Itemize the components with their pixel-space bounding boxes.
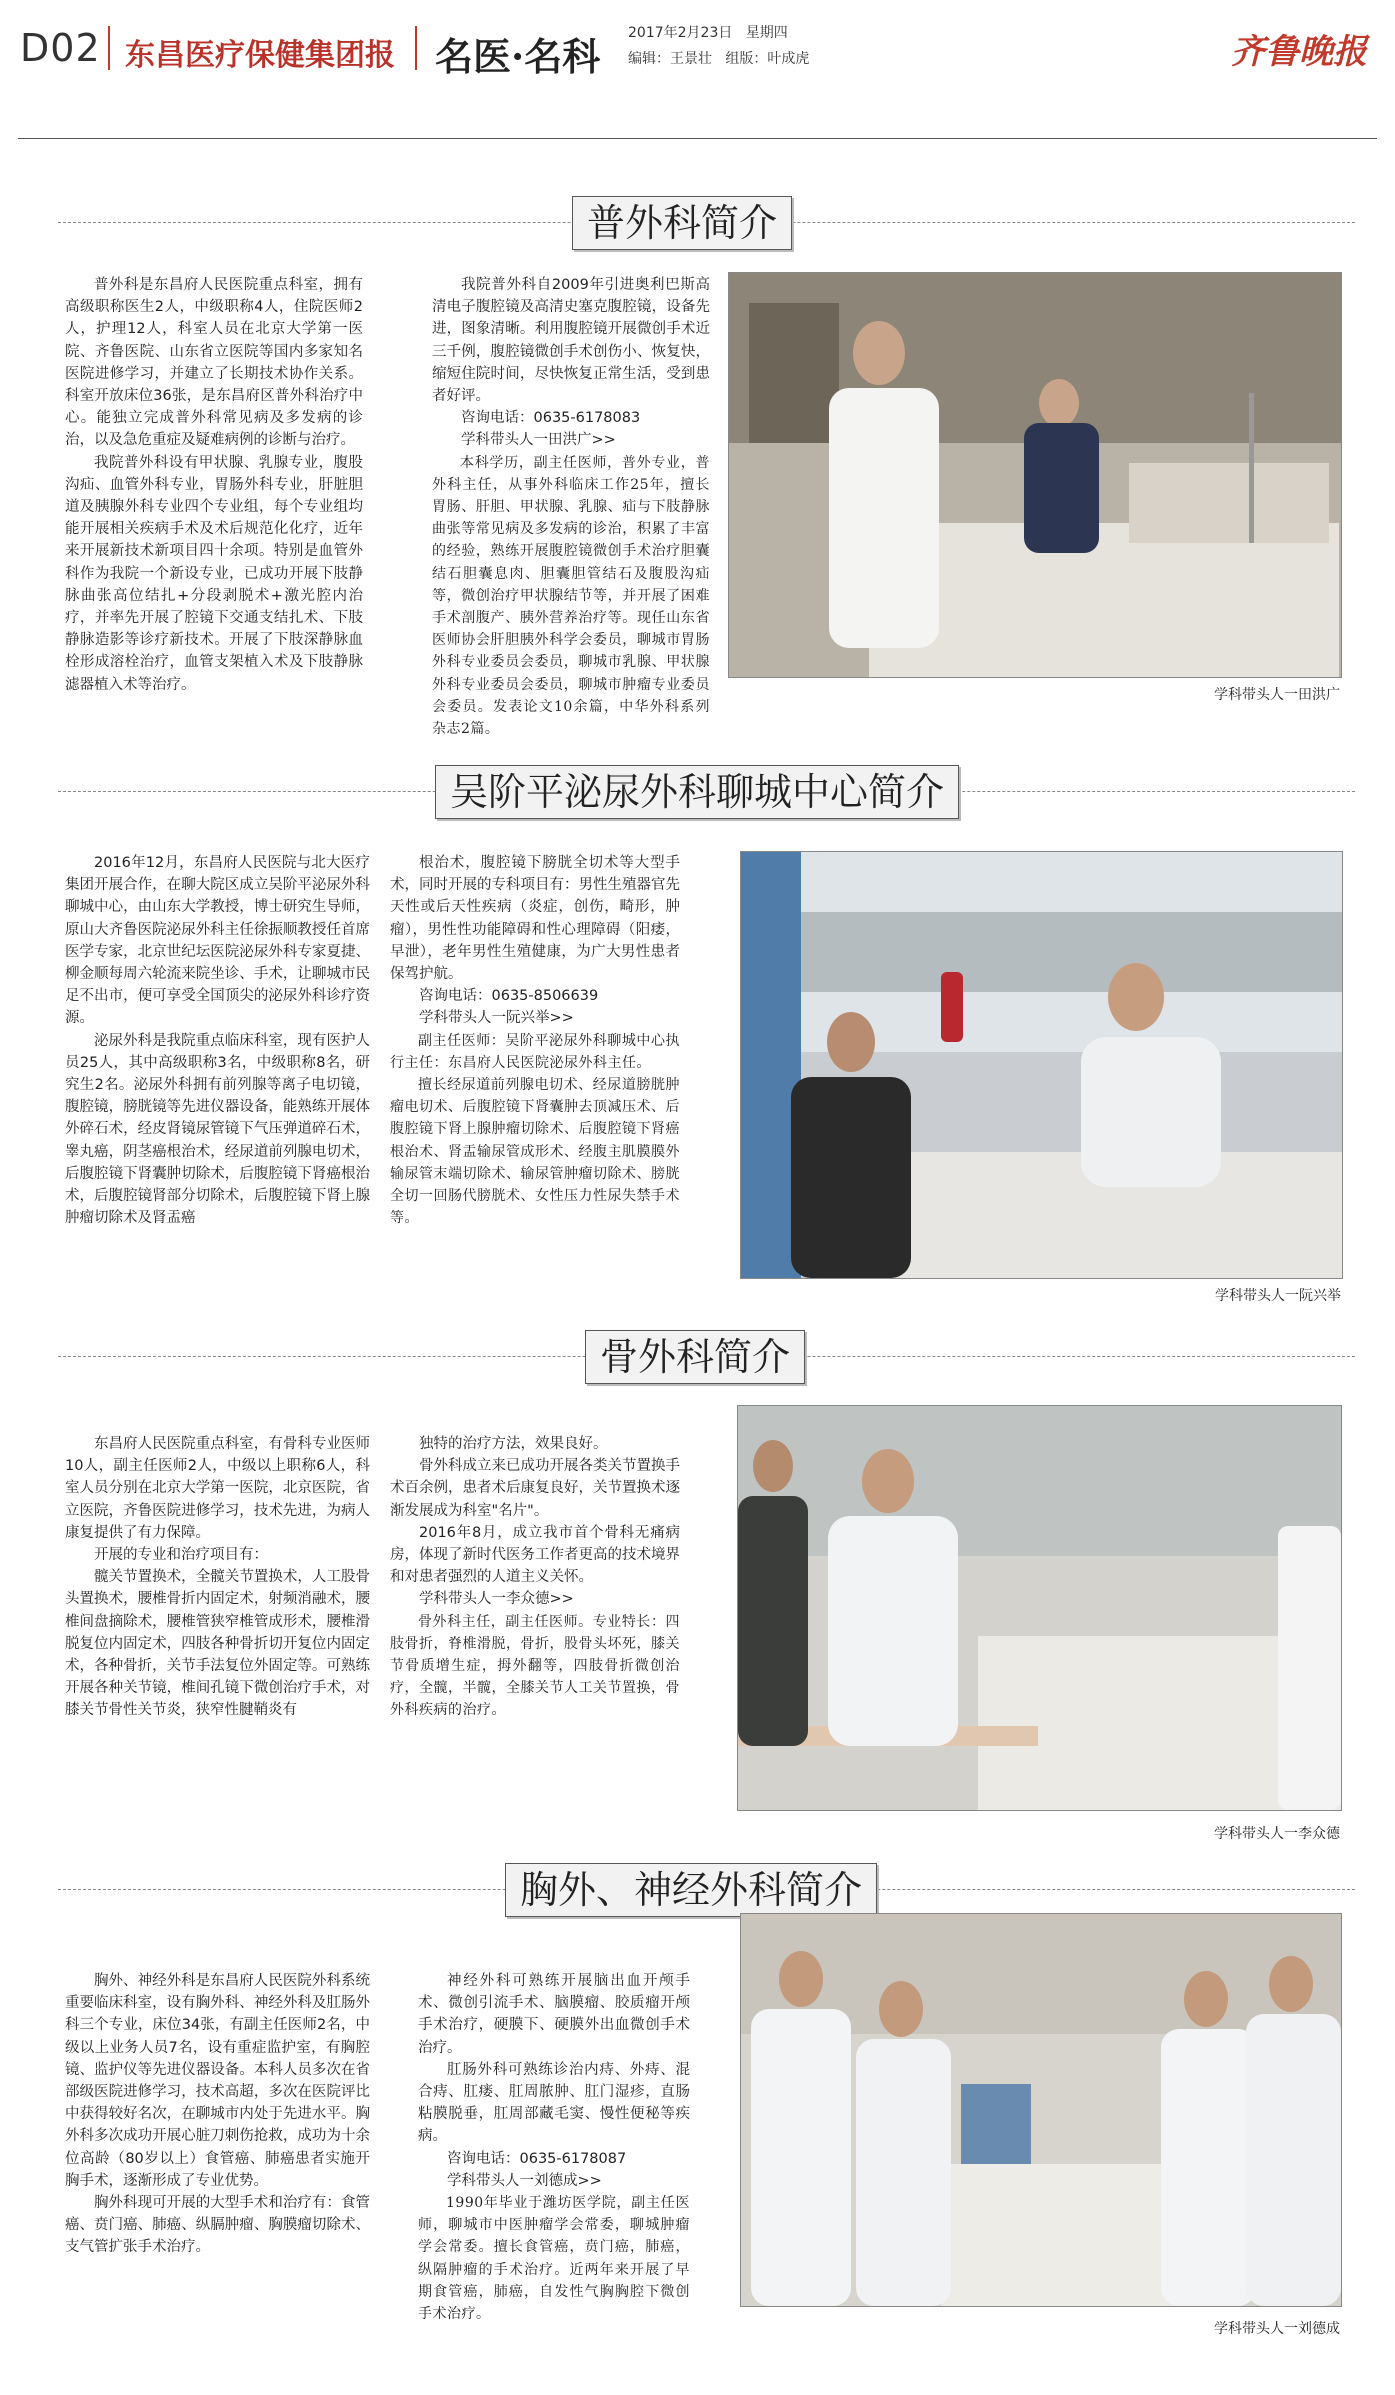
article-column: 普外科是东昌府人民医院重点科室，拥有高级职称医生2人，中级职称4人，住院医师2人，护理12人，科室人员在北京大学第一医院、齐鲁医院、山东省立医院等国内多家知名医院进修学习，并建立了长期技术协作关系。科室开放床位36张，是东昌府区普外科治疗中心。能独立完成普外科常见病及多发病的诊治，以及急危重症及疑难病例的诊断与治疗。 我院普外科设有甲状腺、乳腺专业，腹股沟疝、血管外科专业，胃肠外科专业，肝脏胆道及胰腺外科专业四个专业组，每个专业组均能开展相关疾病手术及术后规范化化疗，近年来开展新技术新项目四十余项。特别是血管外科作为我院一个新设专业，已成功开展下肢静脉曲张高位结扎+分段剥脱术+激光腔内治疗，并率先开展了腔镜下交通支结扎术、下肢静脉造影等诊疗新技术。开展了下肢深静脉血栓形成溶栓治疗，血管支架植入术及下肢静脉滤器植入术等治疗。 — [65, 277, 363, 693]
leader-heading: 学科带头人一刘德成>> — [447, 2172, 602, 2189]
newspaper-logo: 齐鲁晚报 — [1231, 32, 1367, 72]
article-column: 2016年12月，东昌府人民医院与北大医疗集团开展合作，在聊大院区成立吴阶平泌尿外科聊城中心，由山东大学教授，博士研究生导师，原山大齐鲁医院泌尿外科主任徐振顺教授任首席医学专家，北京世纪坛医院泌尿外科专家夏捷、柳金顺每周六轮流来院坐诊、手术，让聊城市民足不出市，便可享受全国顶尖的泌尿外科诊疗资源。 泌尿外科是我院重点临床科室，现有医护人员25人，其中高级职称3名，中级职称8名，研究生2名。泌尿外科拥有前列腺等离子电切镜，腹腔镜，膀胱镜等先进仪器设备，能熟练开展体外碎石术，经皮肾镜尿管镜下气压弹道碎石术，睾丸癌，阴茎癌根治术，经尿道前列腺电切术，后腹腔镜下肾囊肿切除术，后腹腔镜下肾癌根治术，后腹腔镜肾部分切除术，后腹腔镜下肾上腺肿瘤切除术及肾盂癌 — [65, 855, 370, 1227]
section-title: 普外科简介 — [572, 196, 792, 250]
leader-bio: 本科学历，副主任医师，普外专业，普外科主任，从事外科临床工作25年，擅长胃肠、肝胆、甲状腺、乳腺、疝与下肢静脉曲张等常见病及多发病的诊治，积累了丰富的经验，熟练开展腹腔镜微创手术治疗胆囊结石胆囊息肉、胆囊胆管结石及腹股沟疝等，微创治疗甲状腺结节等，并开展了困难手术剖腹产、胰外营养治疗等。现任山东省医师协会肝胆胰外科学会委员，聊城市胃肠外科专业委员会委员，聊城市乳腺、甲状腺外科专业委员会委员，聊城市肿瘤专业委员会委员。发表论文10余篇，中华外科系列杂志2篇。 — [432, 454, 710, 738]
masthead-editors: 编辑：王景壮 组版：叶成虎 — [628, 51, 810, 67]
section-title: 骨外科简介 — [585, 1330, 805, 1384]
phone-number: 咨询电话：0635-8506639 — [419, 988, 599, 1005]
leader-bio: 骨外科主任，副主任医师。专业特长：四肢骨折，脊椎滑脱，骨折，股骨头坏死，膝关节骨质增生症，拇外翻等，四肢骨折微创治疗，全髋，半髋，全膝关节人工关节置换，骨外科疾病的治疗。 — [390, 1613, 680, 1719]
article-column: 独特的治疗方法，效果良好。 骨外科成立来已成功开展各类关节置换手术百余例，患者术后康复良好，关节置换术逐渐发展成为科室"名片"。 2016年8月，成立我市首个骨科无痛病房，体现了新时代医务工作者更高的技术境界和对患者强烈的人道主义关怀。 学科带头人一李众德>> 骨外科主任，副主任医师。专业特长：四肢骨折，脊椎滑脱，骨折，股骨头坏死，膝关节骨质增生症，拇外翻等，四肢骨折微创治疗，全髋，半髋，全膝关节人工关节置换，骨外科疾病的治疗。 — [390, 1433, 680, 1783]
article-column: 胸外、神经外科是东昌府人民医院外科系统重要临床科室，设有胸外科、神经外科及肛肠外科三个专业，床位34张，有副主任医师2名，中级以上业务人员7名，设有重症监护室，有胸腔镜、监护仪等先进仪器设备。本科人员多次在省部级医院进修学习，技术高超，多次在医院评比中获得较好名次，在聊城市内处于先进水平。胸外科多次成功开展心脏刀刺伤抢救，成功为十余位高龄（80岁以上）食管癌、肺癌患者实施开胸手术，逐渐形成了专业优势。 胸外科现可开展的大型手术和治疗有：食管癌、贲门癌、肺癌、纵膈肿瘤、胸膜瘤切除术、支气管扩张手术治疗。 — [65, 1973, 370, 2256]
article-column: 根治术，腹腔镜下膀胱全切术等大型手术，同时开展的专科项目有：男性生殖器官先天性或后天性疾病（炎症，创伤，畸形，肿瘤），男性性功能障碍和性心理障碍（阳痿，早泄），老年男性生殖健康，为广大男性患者保驾护航。 咨询电话：0635-8506639 学科带头人一阮兴举>> 副主任医师：吴阶平泌尿外科聊城中心执行主任：东昌府人民医院泌尿外科主任。 擅长经尿道前列腺电切术、经尿道膀胱肿瘤电切术、后腹腔镜下肾囊肿去顶减压术、后腹腔镜下肾上腺肿瘤切除术、后腹腔镜下肾癌根治术、肾盂输尿管成形术、经腹主肌膜膜外输尿管末端切除术、输尿管肿瘤切除术、膀胱全切一回肠代膀胱术、女性压力性尿失禁手术等。 — [390, 852, 680, 1272]
photo-caption: 学科带头人一李众德 — [1214, 1826, 1340, 1842]
phone-number: 咨询电话：0635-6178083 — [461, 410, 641, 427]
photo-caption: 学科带头人一刘德成 — [1214, 2321, 1340, 2337]
article-column: 东昌府人民医院重点科室，有骨科专业医师10人，副主任医师2人，中级以上职称6人，科室人员分别在北京大学第一医院，北京医院，省立医院，齐鲁医院进修学习，技术先进，为病人康复提供了有力保障。 开展的专业和治疗项目有： 髋关节置换术，全髋关节置换术，人工股骨头置换术，腰椎骨折内固定术，射频消融术，腰椎间盘摘除术，腰椎管狭窄椎管成形术，腰椎滑脱复位内固定术，四肢各种骨折切开复位内固定术，各种骨折，关节手法复位外固定等。可熟练开展各种关节镜，椎间孔镜下微创治疗手术，对膝关节骨性关节炎，狭窄性腱鞘炎有 — [65, 1436, 370, 1719]
leader-heading: 学科带头人一李众德>> — [419, 1591, 574, 1608]
department-photo — [737, 1405, 1342, 1811]
section-title: 吴阶平泌尿外科聊城中心简介 — [435, 765, 959, 819]
leader-heading: 学科带头人一田洪广>> — [461, 432, 616, 449]
masthead-divider — [415, 26, 417, 70]
photo-caption: 学科带头人一阮兴举 — [1215, 1288, 1341, 1304]
department-photo — [728, 272, 1342, 678]
leader-bio: 擅长经尿道前列腺电切术、经尿道膀胱肿瘤电切术、后腹腔镜下肾囊肿去顶减压术、后腹腔镜下肾上腺肿瘤切除术、后腹腔镜下肾癌根治术、肾盂输尿管成形术、经腹主肌膜膜外输尿管末端切除术、输尿管肿瘤切除术、膀胱全切一回肠代膀胱术、女性压力性尿失禁手术等。 — [390, 1077, 680, 1227]
article-column: 神经外科可熟练开展脑出血开颅手术、微创引流手术、脑膜瘤、胶质瘤开颅手术治疗，硬膜下、硬膜外出血微创手术治疗。 肛肠外科可熟练诊治内痔、外痔、混合痔、肛瘘、肛周脓肿、肛门湿疹，直肠粘膜脱垂，肛周部藏毛窦、慢性便秘等疾病。 咨询电话：0635-6178087 学科带头人一刘德成>> 1990年毕业于潍坊医学院，副主任医师，聊城市中医肿瘤学会常委，聊城肿瘤学会常委。擅长食管癌，贲门癌，肺癌，纵隔肿瘤的手术治疗。近两年来开展了早期食管癌，肺癌，自发性气胸胸腔下微创手术治疗。 — [418, 1970, 690, 2300]
paper-name: 东昌医疗保健集团报 — [125, 38, 395, 73]
department-photo — [740, 851, 1343, 1279]
page-number: D02 — [20, 26, 101, 70]
masthead-rule — [18, 138, 1377, 139]
masthead-divider — [108, 26, 110, 70]
section-name: 名医·名科 — [435, 34, 601, 79]
masthead-date: 2017年2月23日 星期四 — [628, 25, 788, 41]
department-photo — [740, 1913, 1342, 2307]
leader-bio: 1990年毕业于潍坊医学院，副主任医师，聊城市中医肿瘤学会常委，聊城肿瘤学会常委。擅长食管癌，贲门癌，肺癌，纵隔肿瘤的手术治疗。近两年来开展了早期食管癌，肺癌，自发性气胸胸腔下微创手术治疗。 — [418, 2195, 690, 2323]
leader-intro: 副主任医师：吴阶平泌尿外科聊城中心执行主任：东昌府人民医院泌尿外科主任。 — [390, 1032, 680, 1071]
phone-number: 咨询电话：0635-6178087 — [447, 2150, 627, 2167]
section-title: 胸外、神经外科简介 — [505, 1863, 877, 1917]
article-column: 我院普外科自2009年引进奥利巴斯高清电子腹腔镜及高清史塞克腹腔镜，设备先进，图象清晰。利用腹腔镜开展微创手术近三千例，腹腔镜微创手术创伤小、恢复快，缩短住院时间，尽快恢复正常生活，受到患者好评。 咨询电话：0635-6178083 学科带头人一田洪广>> 本科学历，副主任医师，普外专业，普外科主任，从事外科临床工作25年，擅长胃肠、肝胆、甲状腺、乳腺、疝与下肢静脉曲张等常见病及多发病的诊治，积累了丰富的经验，熟练开展腹腔镜微创手术治疗胆囊结石胆囊息肉、胆囊胆管结石及腹股沟疝等，微创治疗甲状腺结节等，并开展了困难手术剖腹产、胰外营养治疗等。现任山东省医师协会肝胆胰外科学会委员，聊城市胃肠外科专业委员会委员，聊城市乳腺、甲状腺外科专业委员会委员，聊城市肿瘤专业委员会委员。发表论文10余篇，中华外科系列杂志2篇。 — [432, 274, 710, 734]
leader-heading: 学科带头人一阮兴举>> — [419, 1010, 574, 1027]
photo-caption: 学科带头人一田洪广 — [1214, 687, 1340, 703]
